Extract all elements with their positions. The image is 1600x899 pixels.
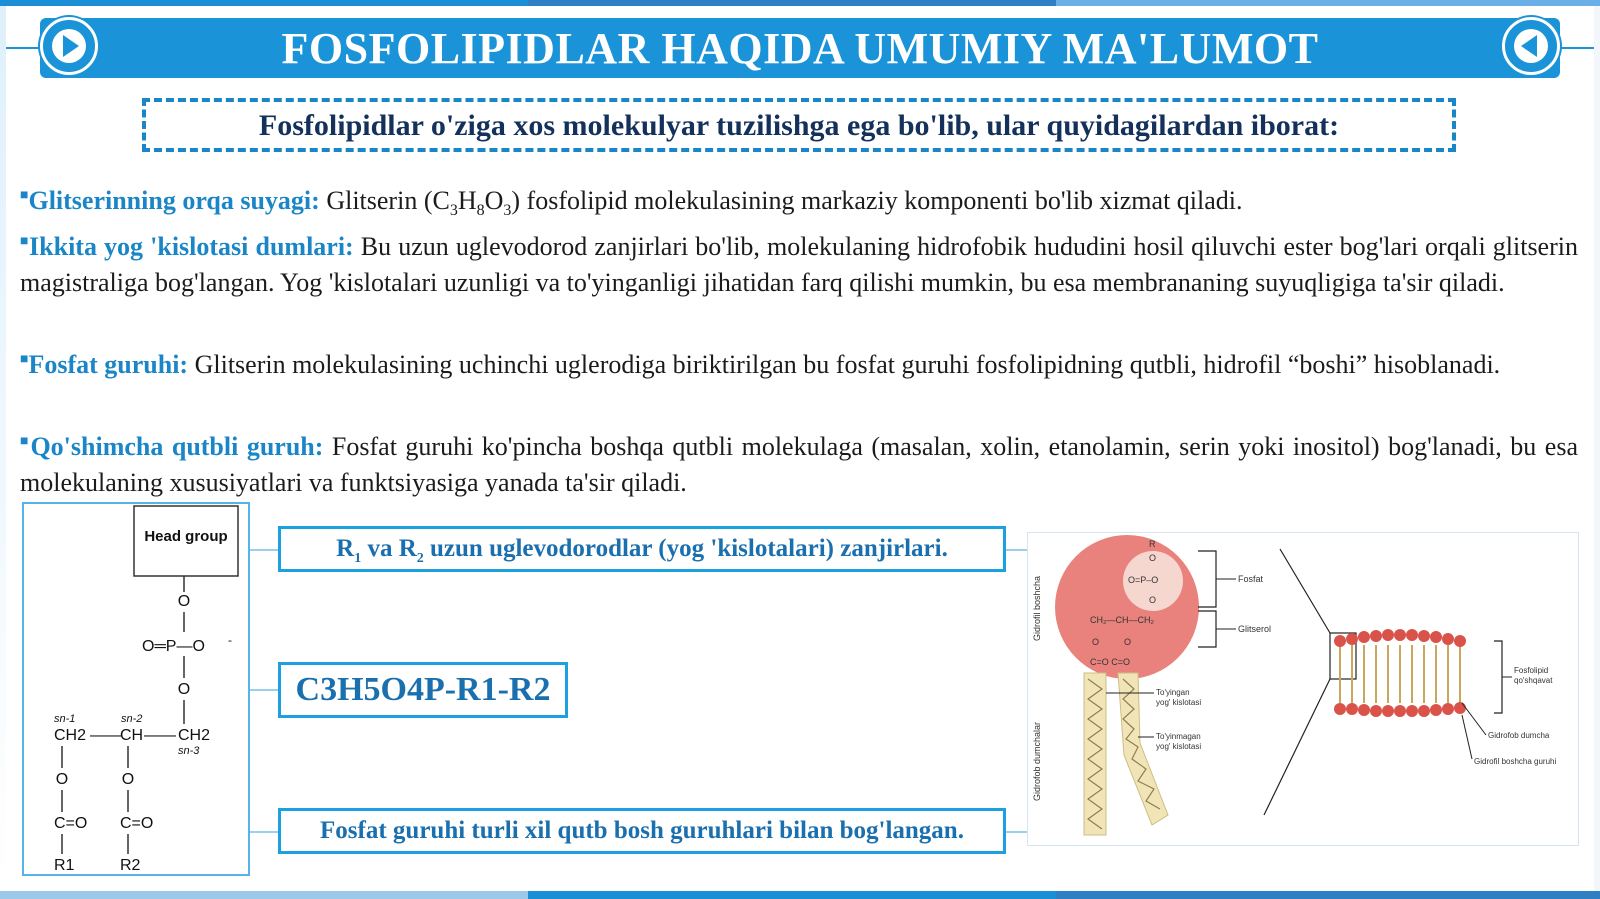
play-left-icon [1505,20,1557,72]
svg-text:yog' kislotasi: yog' kislotasi [1156,742,1202,751]
hydrophobic-tail-label: Gidrofob dumcha [1488,731,1550,740]
svg-text:C=O C=O: C=O C=O [1090,657,1131,667]
svg-text:——: —— [90,727,122,744]
glycerol-backbone-text: CH₂—CH—CH₂ [1090,615,1154,625]
hydrophilic-head-side-label: Gidrofil boshcha [1032,575,1042,641]
svg-text:To'yinmagan: To'yinmagan [1156,732,1201,741]
r1-label: R1 [54,857,75,874]
top-accent-line [0,0,1600,6]
head-group-label: Head group [144,528,228,545]
intro-box: Fosfolipidlar o'ziga xos molekulyar tuzilishga ega bo'lib, ular quyidagilardan iborat: [142,98,1456,152]
hydrophilic-head-label: Gidrofil boshcha guruhi [1474,757,1557,766]
sn1-label: sn-1 [54,713,76,725]
point-text: Fosfat guruhi ko'pincha boshqa qutbli molekulaga (masalan, xolin, etanolamin, serin yoki inositol) bog'lanadi, bu esa molekulaning xususiyatlari va funktsiyasiga yanada ta'sir qiladi. [20,432,1578,497]
point-key: Glitserinning orqa suyagi: [28,186,320,215]
svg-text:Fosfolipid: Fosfolipid [1514,666,1549,675]
structural-formula-panel [22,502,250,876]
point-key: Qo'shimcha qutbli guruh: [30,432,324,461]
lipid-bilayer [1334,629,1466,717]
svg-text:O: O [1124,637,1132,647]
connector-line [1005,831,1027,833]
bullet-icon: ■ [20,188,29,203]
previous-button[interactable] [1502,17,1560,75]
hydrophobic-tail-side-label: Gidrofob dumchalar [1032,721,1042,801]
fosfat-label: Fosfat [1238,574,1264,584]
header-line-right [1554,47,1594,49]
r2-label: R2 [120,857,141,874]
svg-text:O: O [1149,553,1157,563]
point-polar-group [20,424,1578,501]
point-fatty-acids [20,224,1578,301]
page-title: FOSFOLIPIDLAR HAQIDA UMUMIY MA'LUMOT [281,24,1319,73]
svg-text:O: O [1149,595,1157,605]
point-text: Glitserin molekulasining uchinchi uglerodiga biriktirilgan bu fosfat guruhi fosfolipidning qutbli, hidrofil “boshi” hisoblanadi. [188,350,1501,379]
svg-text:O: O [121,771,135,788]
ch2-right-label: CH2 [178,727,211,744]
svg-text:R: R [1149,539,1156,549]
right-edge-decoration [1594,6,1600,891]
bullet-icon: ■ [20,234,30,249]
oxygen-label: O [177,593,191,610]
phospholipid-illustration [1028,533,1580,847]
left-edge-decoration [0,6,6,891]
svg-text:To'yingan: To'yingan [1156,688,1190,697]
svg-text:-: - [228,633,232,647]
carbonyl-right-label: C=O [120,815,154,832]
sn3-label: sn-3 [178,745,200,757]
bullet-icon: ■ [20,352,29,367]
glitserol-label: Glitserol [1238,624,1272,634]
structural-formula [24,504,248,874]
connector-line [1005,549,1027,551]
point-phosphate [20,342,1578,383]
chains-callout: $R_1$ va $R_2$ uzun uglevodorodlar (yog 'kislotalari) zanjirlari. [278,526,1006,572]
svg-text:——: —— [144,727,176,744]
phosphate-callout: Fosfat guruhi turli xil qutb bosh guruhlari bilan bog'langan. [278,808,1006,854]
next-button[interactable] [40,17,98,75]
phosphate-label: O═P—O [142,638,205,655]
point-glycerol: ■Glitserinning orqa suyagi: Glitserin $(C_3H_8O_3)$ fosfolipid molekulasining markaziy komponenti bo'lib xizmat qiladi. [20,186,1243,220]
point-key: Fosfat guruhi: [28,350,189,379]
connector-line [250,831,280,833]
svg-text:O: O [55,771,69,788]
ch2-left-label: CH2 [54,727,87,744]
phospholipid-diagram [1027,532,1579,846]
bullet-icon: ■ [20,434,31,449]
svg-text:qo'shqavat: qo'shqavat [1514,676,1553,685]
ch-label: CH [120,727,144,744]
point-key: Ikkita yog 'kislotasi dumlari: [29,232,354,261]
formula-callout: C3H5O4P-R1-R2 [278,662,568,718]
svg-text:O: O [1092,637,1100,647]
svg-text:O=P–O: O=P–O [1128,575,1159,585]
oxygen-label: O [177,681,191,698]
play-right-icon [43,20,95,72]
bottom-accent-line [0,891,1600,899]
point-text: Bu uzun uglevodorod zanjirlari bo'lib, molekulaning hidrofobik hududini hosil qiluvchi ester bog'lari orqali glitserin magistraliga bog'langan. Yog 'kislotalari uzunligi va to'yinganligi jihatidan farq qilishi mumkin, bu esa membrananing suyuqligiga ta'sir qiladi. [20,232,1578,297]
connector-line [250,549,280,551]
connector-line [250,689,280,691]
sn2-label: sn-2 [121,713,143,725]
carbonyl-left-label: C=O [54,815,88,832]
svg-text:yog' kislotasi: yog' kislotasi [1156,698,1202,707]
